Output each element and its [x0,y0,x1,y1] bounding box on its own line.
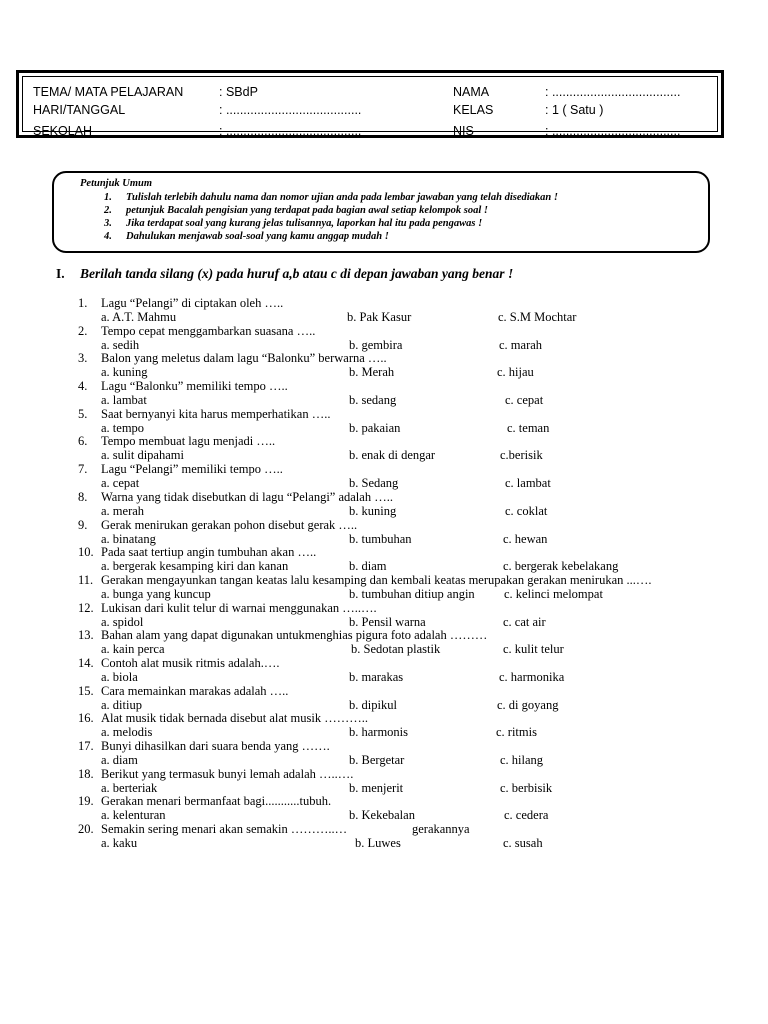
option-b[interactable]: b. dipikul [349,697,397,712]
option-b[interactable]: b. Sedang [349,476,399,491]
option-a[interactable]: a. kain perca [101,642,165,657]
option-b[interactable]: b. sedang [349,393,397,408]
option-c[interactable]: c. kelinci melompat [504,586,603,601]
label-class: KELAS [453,103,494,117]
question-item [0,601,768,629]
instruction-item [104,205,488,216]
question-number: 15. [78,683,94,698]
option-a[interactable]: a. cepat [101,476,140,491]
question-item [0,324,768,352]
question-text: Gerak menirukan gerakan pohon disebut gerak ….. [101,517,358,532]
question-item [0,656,768,684]
section-heading [56,266,513,282]
instruction-text: Tulislah terlebih dahulu nama dan nomor ujian anda pada lembar jawaban yang telah disediakan ! [126,192,558,203]
question-item [0,379,768,407]
option-c[interactable]: c. di goyang [497,697,559,712]
question-number: 18. [78,766,94,781]
option-b[interactable]: b. gembira [349,337,403,352]
option-c[interactable]: c. bergerak kebelakang [503,559,619,574]
question-number: 3. [78,351,88,366]
instructions-title: Petunjuk Umum [80,178,153,189]
option-b[interactable]: b. enak di dengar [349,448,436,463]
value-subject: : SBdP [219,85,258,99]
option-a[interactable]: a. binatang [101,531,156,546]
question-number: 19. [78,794,94,809]
option-c[interactable]: c. harmonika [499,669,565,684]
option-a[interactable]: a. bunga yang kuncup [101,586,211,601]
value-school[interactable]: : ....................................... [219,124,362,138]
instruction-text: petunjuk Bacalah pengisian yang terdapat pada bagian awal setiap kelompok soal ! [126,205,488,216]
question-number: 2. [78,323,88,338]
option-c[interactable]: c.berisik [500,448,543,463]
instruction-number: 2. [104,205,112,216]
question-number: 16. [78,711,94,726]
question-number: 13. [78,628,94,643]
option-b[interactable]: b. marakas [349,669,404,684]
option-a[interactable]: a. sulit dipahami [101,448,184,463]
question-text: Gerakan mengayunkan tangan keatas lalu kesamping dan kembali keatas merupakan gerakan menirukan ...…. [101,572,652,587]
option-c[interactable]: c. kulit telur [503,642,564,657]
question-number: 10. [78,545,94,560]
question-text: Cara memainkan marakas adalah ….. [101,683,289,698]
question-item [0,628,768,656]
question-item [0,573,768,601]
question-text: Tempo membuat lagu menjadi ….. [101,434,276,449]
header-row-date [23,103,717,121]
option-c[interactable]: c. cepat [505,393,544,408]
option-c[interactable]: c. hilang [500,753,544,767]
question-item [0,490,768,518]
question-number: 8. [78,489,88,504]
option-a[interactable]: a. bergerak kesamping kiri dan kanan [101,559,289,574]
question-text: Warna yang tidak disebutkan di lagu “Pelangi” adalah ….. [101,489,393,504]
value-nis[interactable]: : ..................................... [545,124,681,138]
identity-header-box [16,70,724,138]
option-c[interactable]: c. cat air [503,614,546,629]
question-text: Lagu “Pelangi” di ciptakan oleh ….. [101,296,284,310]
question-text: Bahan alam yang dapat digunakan untukmenghias pigura foto adalah ……… [101,628,488,643]
question-text: Alat musik tidak bernada disebut alat musik ……….. [101,711,368,726]
option-c[interactable]: c. berbisik [500,780,553,795]
header-row-subject [23,85,717,103]
instruction-item [104,192,558,203]
question-item [0,462,768,490]
question-text: Balon yang meletus dalam lagu “Balonku” berwarna ….. [101,351,387,366]
question-text: Berikut yang termasuk bunyi lemah adalah …..…. [101,766,354,781]
question-text: Tempo cepat menggambarkan suasana ….. [101,323,316,338]
option-c[interactable]: c. susah [503,836,543,851]
option-a[interactable]: a. melodis [101,725,153,740]
option-b[interactable]: b. Luwes [355,836,401,851]
label-date: HARI/TANGGAL [33,103,126,117]
instruction-number: 1. [104,192,112,203]
question-item [0,684,768,712]
question-item [0,434,768,462]
label-name: NAMA [453,85,490,99]
option-a[interactable]: a. ditiup [101,697,142,712]
option-a[interactable]: a. tempo [101,420,145,435]
option-b[interactable]: b. menjerit [349,780,404,795]
option-a[interactable]: a. kaku [101,836,138,851]
option-a[interactable]: a. merah [101,503,145,518]
question-item [0,767,768,795]
option-b[interactable]: b. Merah [349,365,395,380]
instruction-text: Dahulukan menjawab soal-soal yang kamu anggap mudah ! [126,231,389,242]
option-a[interactable]: a. kuning [101,365,148,380]
option-c[interactable]: c. lambat [505,476,551,491]
question-text: Saat bernyanyi kita harus memperhatikan ….. [101,406,331,421]
value-class: : 1 ( Satu ) [545,103,604,117]
question-item [0,545,768,573]
question-text: Gerakan menari bermanfaat bagi...........tubuh. [101,794,332,809]
option-b[interactable]: b. pakaian [349,420,401,435]
question-item [0,518,768,546]
label-school: SEKOLAH [33,124,93,138]
option-b[interactable]: b. Pensil warna [349,614,426,629]
question-number: 11. [78,572,94,587]
option-c[interactable]: c. S.M Mochtar [498,310,577,324]
option-c[interactable]: c. marah [499,337,543,352]
option-a[interactable]: a. lambat [101,393,147,408]
instruction-item [104,231,389,242]
question-item [0,711,768,739]
option-b[interactable]: b. Kekebalan [349,808,415,823]
section-instruction: Berilah tanda silang (x) pada huruf a,b atau c di depan jawaban yang benar ! [80,266,514,281]
label-subject: TEMA/ MATA PELAJARAN [33,85,184,99]
question-number: 4. [78,379,88,394]
instruction-item [104,218,482,229]
option-a[interactable]: a. biola [101,669,138,684]
instruction-number: 3. [104,218,112,229]
question-number: 6. [78,434,88,449]
question-number: 7. [78,462,88,477]
option-c[interactable]: c. coklat [505,503,548,518]
question-item [0,739,768,767]
question-item [0,351,768,379]
instruction-text: Jika terdapat soal yang kurang jelas tulisannya, laporkan hal itu pada pengawas ! [126,218,483,229]
option-a[interactable]: a. spidol [101,614,144,629]
value-name[interactable]: : ..................................... [545,85,681,99]
question-text: Lukisan dari kulit telur di warnai menggunakan …..…. [101,600,377,615]
general-instructions-box [52,171,710,253]
identity-header-inner [22,76,718,138]
label-nis: NIS [453,124,474,138]
question-item [0,794,768,822]
option-b[interactable]: b. tumbuhan [349,531,412,546]
question-number: 5. [78,406,88,421]
option-b[interactable]: b. diam [349,559,387,574]
question-item [0,407,768,435]
question-text: Lagu “Balonku” memiliki tempo ….. [101,379,288,394]
option-b[interactable]: b. Bergetar [349,753,405,767]
option-a[interactable]: a. diam [101,753,138,767]
option-a[interactable]: a. A.T. Mahmu [101,310,177,324]
option-c[interactable]: c. hewan [503,531,548,546]
question-number: 9. [78,517,88,532]
option-a[interactable]: a. berteriak [101,780,158,795]
option-a[interactable]: a. kelenturan [101,808,166,823]
question-text: Lagu “Pelangi” memiliki tempo ….. [101,462,283,477]
option-c[interactable]: c. teman [507,420,550,435]
question-number: 20. [78,822,94,837]
question-text-continuation: gerakannya [412,822,470,837]
section-roman-numeral: I. [56,266,65,281]
question-text: Semakin sering menari akan semakin ………..… [101,822,348,837]
question-text: Bunyi dihasilkan dari suara benda yang ……. [101,739,330,753]
option-c[interactable]: c. hijau [497,365,534,380]
question-item [0,296,768,324]
question-number: 12. [78,600,94,615]
question-item [0,822,768,850]
instruction-number: 4. [104,231,112,242]
question-number: 17. [78,739,94,753]
question-list [0,296,768,850]
question-text: Pada saat tertiup angin tumbuhan akan ….. [101,545,317,560]
option-b[interactable]: b. Pak Kasur [347,310,412,324]
question-number: 1. [78,296,88,310]
question-number: 14. [78,655,94,670]
value-date[interactable]: : ....................................... [219,103,362,117]
option-b[interactable]: b. Sedotan plastik [351,642,441,657]
option-a[interactable]: a. sedih [101,337,140,352]
option-c[interactable]: c. cedera [504,808,549,823]
option-c[interactable]: c. ritmis [496,725,537,740]
option-b[interactable]: b. tumbuhan ditiup angin [349,586,475,601]
option-b[interactable]: b. kuning [349,503,397,518]
option-b[interactable]: b. harmonis [349,725,409,740]
header-row-school [23,124,717,142]
question-text: Contoh alat musik ritmis adalah.…. [101,655,280,670]
